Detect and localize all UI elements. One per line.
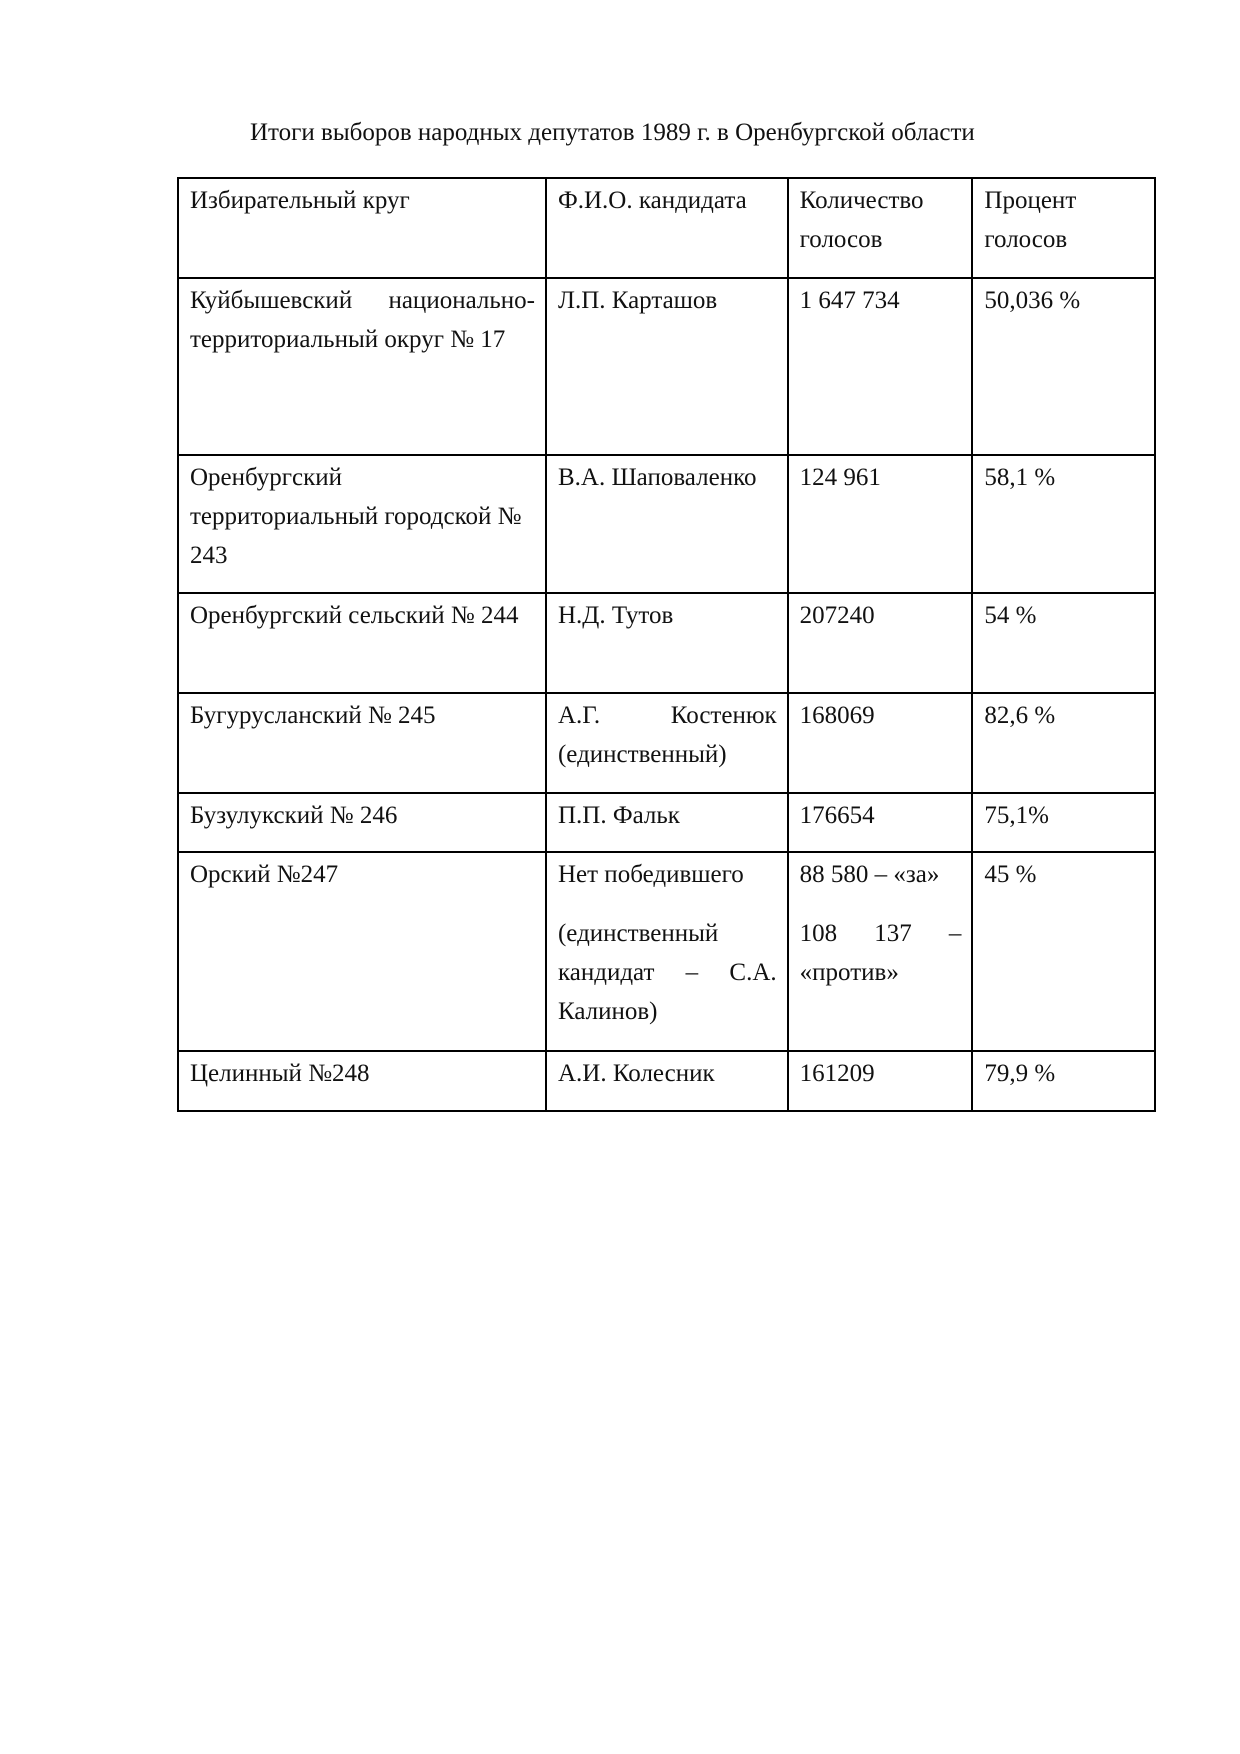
candidate-cell: Л.П. Карташов — [546, 278, 788, 455]
votes-cell: 176654 — [788, 793, 973, 852]
percent-cell: 45 % — [972, 852, 1155, 1051]
votes-for: 88 580 – «за» — [799, 861, 940, 888]
table-row — [178, 278, 1155, 455]
district-cell: Орский №247 — [178, 852, 546, 1051]
percent-cell: 50,036 % — [972, 278, 1155, 455]
percent-cell: 82,6 % — [972, 693, 1155, 793]
table-row — [178, 455, 1155, 593]
table-row — [178, 852, 1155, 1051]
district-cell: Целинный №248 — [178, 1051, 546, 1111]
percent-cell: 75,1% — [972, 793, 1155, 852]
table-row — [178, 793, 1155, 852]
candidate-cell — [546, 852, 788, 1051]
header-percent: Процент голосов — [972, 178, 1155, 278]
candidate-text: Нет победившего — [557, 861, 744, 888]
votes-cell: 207240 — [788, 593, 973, 693]
table-row — [178, 593, 1155, 693]
percent-cell: 58,1 % — [972, 455, 1155, 593]
election-results-table — [177, 177, 1156, 1112]
header-candidate: Ф.И.О. кандидата — [546, 178, 788, 278]
votes-cell: 168069 — [788, 693, 973, 793]
district-cell: Куйбышевский национально-территориальный округ № 17 — [178, 278, 546, 455]
candidate-cell: А.Г. Костенюк (единственный) — [546, 693, 788, 793]
candidate-cell: А.И. Колесник — [546, 1051, 788, 1111]
header-district: Избирательный круг — [178, 178, 546, 278]
votes-against: 108 137 – «против» — [799, 920, 962, 986]
votes-cell: 161209 — [788, 1051, 973, 1111]
candidate-cell: В.А. Шаповаленко — [546, 455, 788, 593]
document-title: Итоги выборов народных депутатов 1989 г. в Оренбургской области — [250, 119, 975, 146]
district-cell: Бузулукский № 246 — [178, 793, 546, 852]
district-cell: Бугурусланский № 245 — [178, 693, 546, 793]
district-cell: Оренбургский сельский № 244 — [178, 593, 546, 693]
votes-cell: 1 647 734 — [788, 278, 973, 455]
candidate-note: (единственный кандидат – С.А. Калинов) — [557, 920, 777, 1025]
votes-cell: 124 961 — [788, 455, 973, 593]
table-row — [178, 693, 1155, 793]
district-cell: Оренбургский территориальный городской № 243 — [178, 455, 546, 593]
table-header-row — [178, 178, 1155, 278]
votes-cell — [788, 852, 973, 1051]
percent-cell: 79,9 % — [972, 1051, 1155, 1111]
table-row — [178, 1051, 1155, 1111]
percent-cell: 54 % — [972, 593, 1155, 693]
candidate-cell: П.П. Фальк — [546, 793, 788, 852]
header-votes: Количество голосов — [788, 178, 973, 278]
candidate-cell: Н.Д. Тутов — [546, 593, 788, 693]
